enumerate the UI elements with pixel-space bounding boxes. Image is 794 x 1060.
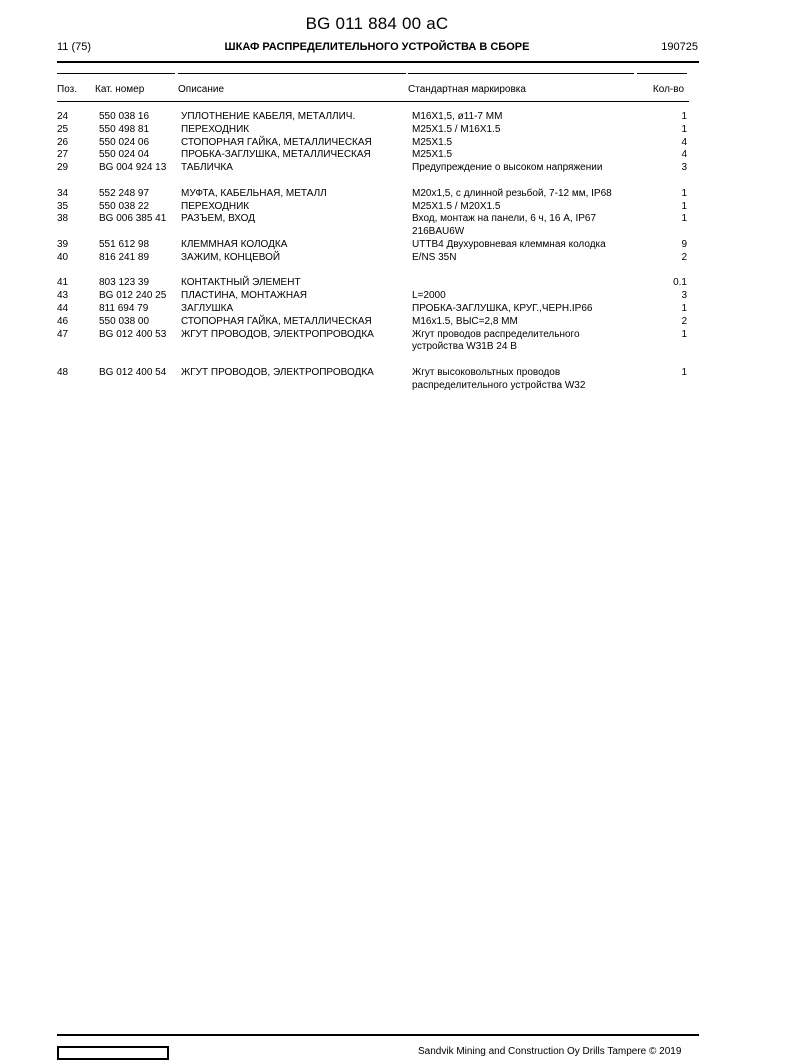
cell-desc: КОНТАКТНЫЙ ЭЛЕМЕНТ bbox=[181, 277, 301, 289]
cell-pos: 26 bbox=[57, 136, 69, 148]
cell-std: ПРОБКА-ЗАГЛУШКА, КРУГ.,ЧЕРН.IP66 bbox=[412, 302, 593, 314]
cell-std: M20x1,5, с длинной резьбой, 7-12 мм, IP68 bbox=[412, 187, 612, 199]
date-code: 190725 bbox=[661, 41, 698, 53]
cell-desc: СТОПОРНАЯ ГАЙКА, МЕТАЛЛИЧЕСКАЯ bbox=[181, 315, 372, 327]
cell-pos: 24 bbox=[57, 111, 69, 122]
cell-std: E/NS 35N bbox=[412, 251, 457, 263]
table-row bbox=[0, 213, 794, 239]
cell-desc: УПЛОТНЕНИЕ КАБЕЛЯ, МЕТАЛЛИЧ. bbox=[181, 111, 356, 122]
document-title: ШКАФ РАСПРЕДЕЛИТЕЛЬНОГО УСТРОЙСТВА В СБОРЕ bbox=[224, 41, 530, 53]
cell-desc: ПЕРЕХОДНИК bbox=[181, 200, 250, 212]
cell-pos: 34 bbox=[57, 187, 69, 199]
parts-table bbox=[0, 111, 794, 393]
cell-std: Жгут проводов распределительного bbox=[412, 328, 580, 340]
cell-desc: ПРОБКА-ЗАГЛУШКА, МЕТАЛЛИЧЕСКАЯ bbox=[181, 149, 371, 161]
cell-pos: 46 bbox=[57, 315, 69, 327]
table-row bbox=[0, 290, 794, 303]
cell-qty: 1 bbox=[681, 123, 687, 135]
table-row bbox=[0, 277, 794, 290]
cell-std: M16x1.5, ВЫС=2,8 ММ bbox=[412, 315, 518, 327]
cell-pos: 47 bbox=[57, 328, 69, 340]
cell-cat: 550 038 00 bbox=[99, 315, 150, 327]
cell-qty: 9 bbox=[681, 238, 687, 250]
cell-qty: 4 bbox=[681, 136, 687, 148]
column-header-std: Стандартная маркировка bbox=[408, 84, 526, 95]
column-rule bbox=[637, 73, 687, 74]
cell-desc: СТОПОРНАЯ ГАЙКА, МЕТАЛЛИЧЕСКАЯ bbox=[181, 136, 372, 148]
cell-desc: ЗАЖИМ, КОНЦЕВОЙ bbox=[181, 251, 281, 263]
cell-std-line2: распределительного устройства W32 bbox=[412, 379, 586, 391]
cell-qty: 3 bbox=[681, 162, 687, 174]
cell-pos: 41 bbox=[57, 277, 69, 289]
cell-desc: ЗАГЛУШКА bbox=[181, 302, 234, 314]
table-row bbox=[0, 124, 794, 137]
table-row bbox=[0, 137, 794, 150]
cell-cat: 551 612 98 bbox=[99, 238, 150, 250]
table-row bbox=[0, 367, 794, 393]
page-number: 11 (75) bbox=[57, 41, 92, 53]
column-header-pos: Поз. bbox=[57, 84, 77, 95]
cell-cat: 550 498 81 bbox=[99, 123, 150, 135]
column-rule bbox=[408, 73, 634, 74]
cell-pos: 38 bbox=[57, 213, 69, 225]
cell-pos: 25 bbox=[57, 123, 69, 135]
cell-desc: ПЛАСТИНА, МОНТАЖНАЯ bbox=[181, 290, 307, 302]
cell-cat: BG 006 385 41 bbox=[99, 213, 167, 225]
table-row bbox=[0, 111, 794, 124]
cell-pos: 40 bbox=[57, 251, 69, 263]
cell-std: Предупреждение о высоком напряжении bbox=[412, 162, 603, 174]
table-row bbox=[0, 149, 794, 162]
cell-desc: КЛЕММНАЯ КОЛОДКА bbox=[181, 238, 288, 250]
cell-qty: 1 bbox=[681, 200, 687, 212]
cell-pos: 29 bbox=[57, 162, 69, 174]
cell-std: UTTB4 Двухуровневая клеммная колодка bbox=[412, 238, 606, 250]
cell-std: M25X1.5 bbox=[412, 136, 453, 148]
header-underline bbox=[57, 101, 689, 102]
cell-std: M25X1.5 / M16X1.5 bbox=[412, 123, 501, 135]
column-header-qty: Кол-во bbox=[652, 84, 684, 95]
column-header-cat: Кат. номер bbox=[95, 84, 145, 95]
cell-qty: 3 bbox=[681, 290, 687, 302]
cell-qty: 1 bbox=[681, 187, 687, 199]
cell-cat: 816 241 89 bbox=[99, 251, 150, 263]
cell-cat: 811 694 79 bbox=[99, 302, 149, 314]
footer-rule bbox=[57, 1034, 699, 1036]
table-row bbox=[0, 239, 794, 252]
cell-pos: 43 bbox=[57, 290, 69, 302]
cell-cat: 803 123 39 bbox=[99, 277, 150, 289]
column-header-desc: Описание bbox=[178, 84, 225, 95]
cell-cat: BG 004 924 13 bbox=[99, 162, 167, 174]
document-number: BG 011 884 00 aC bbox=[305, 14, 449, 33]
cell-qty: 2 bbox=[681, 315, 687, 327]
table-row bbox=[0, 316, 794, 329]
table-row bbox=[0, 303, 794, 316]
cell-desc: ЖГУТ ПРОВОДОВ, ЭЛЕКТРОПРОВОДКА bbox=[181, 328, 374, 340]
cell-desc: МУФТА, КАБЕЛЬНАЯ, МЕТАЛЛ bbox=[181, 187, 327, 199]
table-row bbox=[0, 162, 794, 175]
table-row bbox=[0, 201, 794, 214]
cell-cat: BG 012 400 54 bbox=[99, 366, 167, 378]
header-rule bbox=[57, 61, 699, 63]
cell-pos: 35 bbox=[57, 200, 69, 212]
cell-std: M25X1.5 / M20X1.5 bbox=[412, 200, 501, 212]
table-row bbox=[0, 252, 794, 265]
cell-std-line2: 216BAU6W bbox=[412, 226, 465, 238]
cell-std-line2: устройства W31B 24 В bbox=[412, 341, 517, 353]
cell-desc: ЖГУТ ПРОВОДОВ, ЭЛЕКТРОПРОВОДКА bbox=[181, 366, 374, 378]
company-logo bbox=[57, 1046, 169, 1060]
footer-copyright: Sandvik Mining and Construction Oy Drills Tampere © 2019 bbox=[418, 1046, 682, 1057]
cell-cat: 552 248 97 bbox=[99, 187, 150, 199]
column-rule bbox=[57, 73, 97, 74]
column-rule bbox=[97, 73, 175, 74]
cell-pos: 44 bbox=[57, 302, 69, 314]
cell-qty: 1 bbox=[681, 328, 687, 340]
cell-cat: 550 038 16 bbox=[99, 111, 150, 122]
cell-qty: 1 bbox=[681, 302, 687, 314]
table-row bbox=[0, 188, 794, 201]
table-row bbox=[0, 329, 794, 355]
column-rule bbox=[178, 73, 406, 74]
cell-std: Вход, монтаж на панели, 6 ч, 16 A, IP67 bbox=[412, 213, 597, 225]
cell-desc: РАЗЪЕМ, ВХОД bbox=[181, 213, 255, 225]
cell-std: M16X1,5, ø11-7 MM bbox=[412, 111, 503, 122]
cell-qty: 1 bbox=[681, 213, 687, 225]
cell-pos: 27 bbox=[57, 149, 69, 161]
cell-qty: 0.1 bbox=[673, 277, 687, 289]
cell-cat: BG 012 240 25 bbox=[99, 290, 167, 302]
cell-qty: 1 bbox=[681, 111, 687, 122]
cell-cat: 550 024 04 bbox=[99, 149, 150, 161]
cell-cat: BG 012 400 53 bbox=[99, 328, 167, 340]
cell-cat: 550 038 22 bbox=[99, 200, 150, 212]
cell-std: L=2000 bbox=[412, 290, 446, 302]
cell-pos: 39 bbox=[57, 238, 69, 250]
cell-pos: 48 bbox=[57, 366, 69, 378]
cell-qty: 4 bbox=[681, 149, 687, 161]
cell-std: M25X1.5 bbox=[412, 149, 453, 161]
cell-cat: 550 024 06 bbox=[99, 136, 150, 148]
cell-qty: 1 bbox=[681, 366, 687, 378]
cell-desc: ПЕРЕХОДНИК bbox=[181, 123, 250, 135]
cell-qty: 2 bbox=[681, 251, 687, 263]
cell-desc: ТАБЛИЧКА bbox=[181, 162, 233, 174]
cell-std: Жгут высоковольтных проводов bbox=[412, 366, 561, 378]
